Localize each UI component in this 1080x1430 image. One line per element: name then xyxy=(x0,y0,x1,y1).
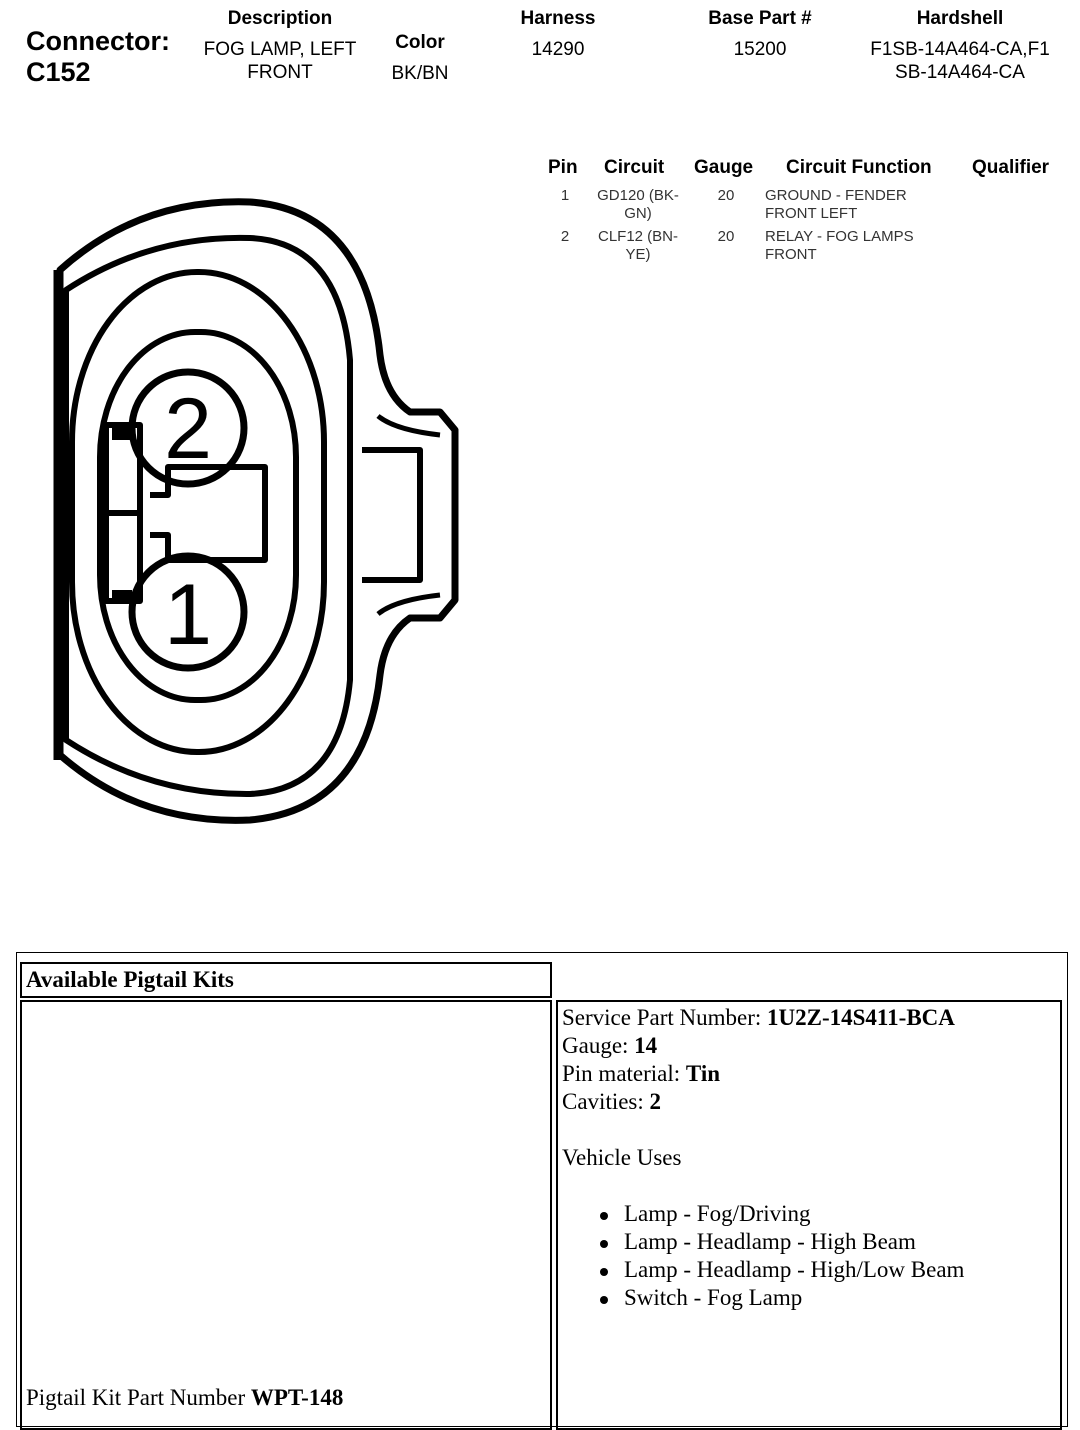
connector-label: Connector: xyxy=(26,26,170,56)
hardshell-value: F1SB-14A464-CA,F1SB-14A464-CA xyxy=(870,39,1050,83)
pin-row-2-circuit: CLF12 (BN-YE) xyxy=(597,228,679,263)
color-header: Color xyxy=(395,32,445,53)
key-notch-lower xyxy=(112,590,132,604)
vehicle-use-item: Lamp - Fog/Driving xyxy=(562,1200,1060,1228)
gauge-col-header: Gauge xyxy=(694,157,754,178)
cavities-label: Cavities: xyxy=(562,1089,644,1114)
vehicle-uses-list xyxy=(562,1200,1060,1312)
service-part-value: 1U2Z-14S411-BCA xyxy=(767,1005,955,1030)
pigtail-image-cell xyxy=(20,1000,552,1430)
cavities-line xyxy=(562,1088,1060,1116)
gauge-value: 14 xyxy=(634,1033,658,1058)
base-part-value: 15200 xyxy=(733,39,787,60)
latch-upper-line xyxy=(378,416,440,435)
pin-material-label: Pin material: xyxy=(562,1061,681,1086)
connector-id: C152 xyxy=(26,57,91,87)
circuit-col-header: Circuit xyxy=(604,157,665,178)
cavities-value: 2 xyxy=(649,1089,662,1114)
kit-part-line xyxy=(26,1384,343,1412)
vehicle-use-item: Lamp - Headlamp - High/Low Beam xyxy=(562,1256,1060,1284)
pin-row-1-gauge: 20 xyxy=(717,187,735,204)
pigtail-title-cell xyxy=(20,962,552,998)
pin-col-header: Pin xyxy=(548,157,578,178)
pin-row-2-pin: 2 xyxy=(560,228,570,245)
key-notch-upper xyxy=(112,426,132,440)
pin-material-line xyxy=(562,1060,1060,1088)
vehicle-use-item: Lamp - Headlamp - High Beam xyxy=(562,1228,1060,1256)
harness-value: 14290 xyxy=(531,39,585,60)
gauge-label: Gauge: xyxy=(562,1033,629,1058)
service-part-line xyxy=(562,1004,1060,1032)
service-part-label: Service Part Number: xyxy=(562,1005,762,1030)
kit-part-label: Pigtail Kit Part Number xyxy=(26,1385,246,1410)
connector-face-diagram xyxy=(0,180,480,840)
pin-row-2-function: RELAY - FOG LAMPS FRONT xyxy=(765,228,914,263)
harness-header: Harness xyxy=(520,8,596,29)
pin-row-1-pin: 1 xyxy=(560,187,570,204)
pigtail-details-cell xyxy=(556,1000,1062,1430)
vehicle-use-item: Switch - Fog Lamp xyxy=(562,1284,1060,1312)
pigtail-details xyxy=(562,1004,1060,1312)
cavity-1-label: 1 xyxy=(164,567,212,663)
latch-lower-line xyxy=(378,595,440,614)
pin-row-2-gauge: 20 xyxy=(717,228,735,245)
pin-row-1-function: GROUND - FENDER FRONT LEFT xyxy=(765,187,907,222)
pin-material-value: Tin xyxy=(685,1061,721,1086)
hardshell-header: Hardshell xyxy=(916,8,1004,29)
pigtail-title: Available Pigtail Kits xyxy=(26,967,234,992)
connector-heading xyxy=(26,26,170,88)
gauge-line xyxy=(562,1032,1060,1060)
description-header: Description xyxy=(227,8,333,29)
color-value: BK/BN xyxy=(391,63,449,84)
kit-part-value: WPT-148 xyxy=(250,1385,344,1410)
vehicle-uses-heading: Vehicle Uses xyxy=(562,1145,682,1170)
circuit-function-col-header: Circuit Function xyxy=(786,157,932,178)
pin-row-1-circuit: GD120 (BK-GN) xyxy=(597,187,679,222)
cavity-2-label: 2 xyxy=(164,381,212,477)
qualifier-col-header: Qualifier xyxy=(972,157,1050,178)
description-value: FOG LAMP, LEFT FRONT xyxy=(203,39,357,83)
base-part-header: Base Part # xyxy=(708,8,812,29)
latch-tab xyxy=(362,450,420,580)
